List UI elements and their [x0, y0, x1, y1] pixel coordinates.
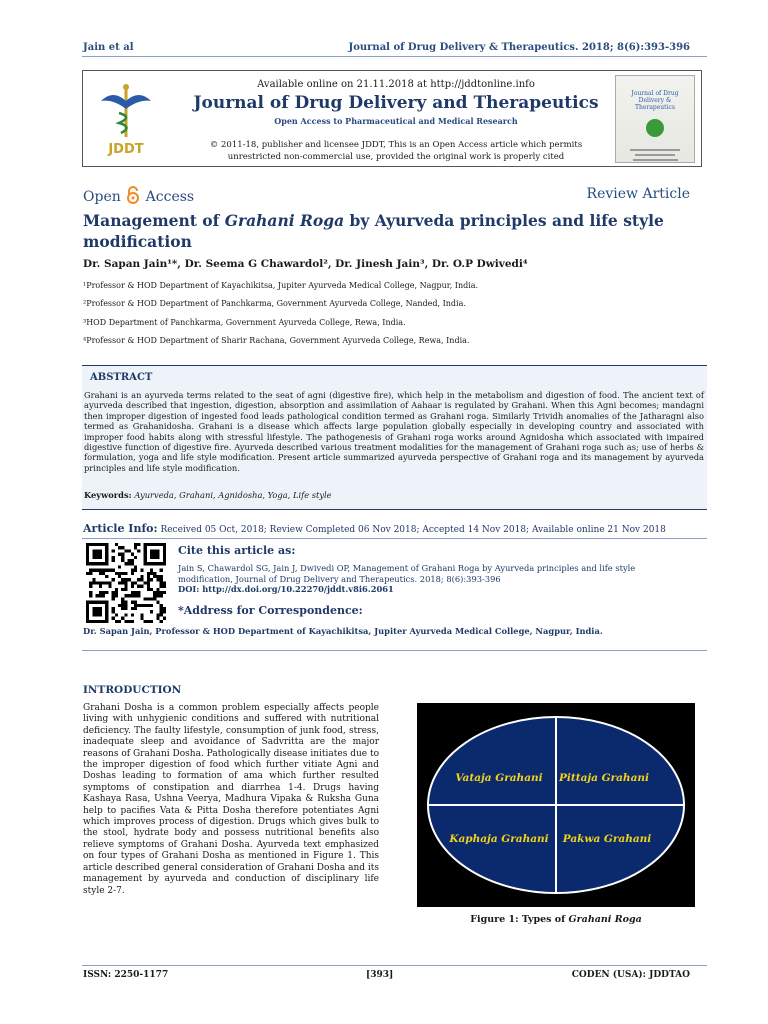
citation-text [178, 563, 648, 595]
copyright-notice [191, 139, 601, 163]
affiliation-1: ¹Professor & HOD Department of Kayachikitsa, Jupiter Ayurveda Medical College, Nagpur, India. [83, 281, 479, 290]
affiliation-2: ²Professor & HOD Department of Panchkarma, Government Ayurveda College, Nanded, India. [83, 299, 466, 308]
info-rule [82, 538, 707, 539]
author-list: Dr. Sapan Jain¹*, Dr. Seema G Chawardol², Dr. Jinesh Jain³, Dr. O.P Dwivedi⁴ [83, 258, 528, 270]
footer-issn: ISSN: 2250-1177 [83, 970, 169, 980]
footer-rule [82, 965, 707, 966]
footer-coden: CODEN (USA): JDDTAO [571, 970, 690, 980]
affiliation-3: ³HOD Department of Panchkarma, Government Ayurveda College, Rewa, India. [83, 318, 406, 327]
introduction-heading: INTRODUCTION [83, 684, 182, 696]
correspondence-text: Dr. Sapan Jain, Professor & HOD Department of Kayachikitsa, Jupiter Ayurveda Medical College, Nagpur, India. [83, 626, 603, 636]
quadrant-kaphaja: Kaphaja Grahani [449, 833, 549, 845]
available-online: Available online on 21.11.2018 at http://jddtonline.info [257, 79, 535, 90]
cite-heading: Cite this article as: [178, 544, 296, 557]
cover-emblem-icon [646, 119, 664, 137]
running-head-authors: Jain et al [83, 42, 134, 53]
doi-link[interactable]: DOI: http://dx.doi.org/10.22270/jddt.v8i6.2061 [178, 584, 394, 594]
quadrant-vataja: Vataja Grahani [455, 772, 543, 784]
correspondence-heading: *Address for Correspondence: [178, 604, 363, 617]
cover-title: Journal of Drug Delivery & Therapeutics [631, 90, 679, 111]
page-number: [393] [366, 970, 394, 980]
correspondence-rule [82, 650, 707, 651]
keywords: Keywords: Ayurveda, Grahani, Agnidosha, Yoga, Life style [84, 490, 332, 500]
figure-caption: Figure 1: Types of Grahani Roga [470, 914, 642, 925]
header-rule [82, 56, 707, 57]
open-access-label: Open Access [83, 186, 194, 205]
abstract-heading: ABSTRACT [90, 372, 153, 383]
affiliation-4: ⁴Professor & HOD Department of Sharir Rachana, Government Ayurveda College, Rewa, India. [83, 336, 470, 345]
quadrant-pakwa: Pakwa Grahani [562, 833, 652, 845]
journal-banner [82, 70, 702, 167]
citation-line-1: Jain S, Chawardol SG, Jain J, Dwivedi OP, Management of Grahani Roga by Ayurveda principles and life style [178, 563, 636, 573]
copyright-line-1: © 2011-18, publisher and licensee JDDT, This is an Open Access article which permits [209, 140, 583, 150]
article-title: Management of Grahani Roga by Ayurveda principles and life style modification [83, 211, 664, 251]
figure-grahani-types [417, 703, 695, 907]
journal-cover-thumbnail [615, 75, 695, 163]
citation-line-2: modification, Journal of Drug Delivery and Therapeutics. 2018; 8(6):393-396 [178, 573, 501, 584]
introduction-text: Grahani Dosha is a common problem especially affects people living with unhygienic conditions and suffered with nutritional deficiency. The faulty lifestyle, consumption of junk food, stress, inadequate sleep and avoidance of Sadvritta are the major reasons of Grahani Dosha. Pathologically disease initiates due to the improper digestion of food which further vitiate Agni and Doshas leading to formation of ama which further resulted symptoms of constipation and diarrhea 1-4. Drugs having Kashaya Rasa, Ushna Veerya, Madhura Vipaka & Ruksha Guna help to pacifies Vata & Pitta Dosha therefore potentiates Agni which improves process of digestion. Drugs which gives bulk to the stool, hydrate body and possess nutritional benefits also relieve symptoms of Grahani Dosha. Ayurveda text emphasized on four types of Grahani Dosha as mentioned in Figure 1. This article described general consideration of Grahani Dosha and its management by ayurveda and conduction of disciplinary life style 2-7. [83, 703, 379, 896]
journal-title: Journal of Drug Delivery and Therapeutics [193, 93, 599, 113]
running-head-journal: Journal of Drug Delivery & Therapeutics. 2018; 8(6):393-396 [348, 42, 690, 53]
qr-code[interactable] [86, 543, 166, 623]
quadrant-pittaja: Pittaja Grahani [558, 772, 650, 784]
abstract-box [82, 365, 707, 510]
logo-text: JDDT [108, 142, 144, 157]
journal-tagline: Open Access to Pharmaceutical and Medical Research [274, 116, 518, 126]
copyright-line-2: unrestricted non-commercial use, provided the original work is properly cited [227, 152, 565, 162]
article-type: Review Article [586, 186, 690, 202]
article-info: Article Info: Received 05 Oct, 2018; Review Completed 06 Nov 2018; Accepted 14 Nov 2018; Available online 21 Nov 2018 [83, 522, 666, 535]
jddt-logo [91, 79, 161, 161]
abstract-text: Grahani is an ayurveda terms related to the seat of agni (digestive fire), which help in the metabolism and digestion of food. The ancient text of ayurveda described that ingestion, digestion, absorption and assimilation of Aahaar is regulated by Grahani. When this Agni becomes; mandagni then improper digestion of ingested food leads pathological condition termed as Grahani roga. Similarly Trividh anomalies of the Jatharagni also termed as Grahanidosha. Grahani is a disease which affects large population globally especially in developing country and associated with improper food habits along with stressful lifestyle. The pathogenesis of Grahani roga works around Agnidosha which associated with impaired digestive function of digestive fire. Ayurveda described various treatment modalities for the management of Grahani roga such as; use of herbs & formulation, yoga and life style modification. Present article summarized ayurveda perspective of Grahani roga and its management by ayurveda principles and life style modification. [84, 390, 704, 473]
open-lock-icon [126, 186, 140, 204]
